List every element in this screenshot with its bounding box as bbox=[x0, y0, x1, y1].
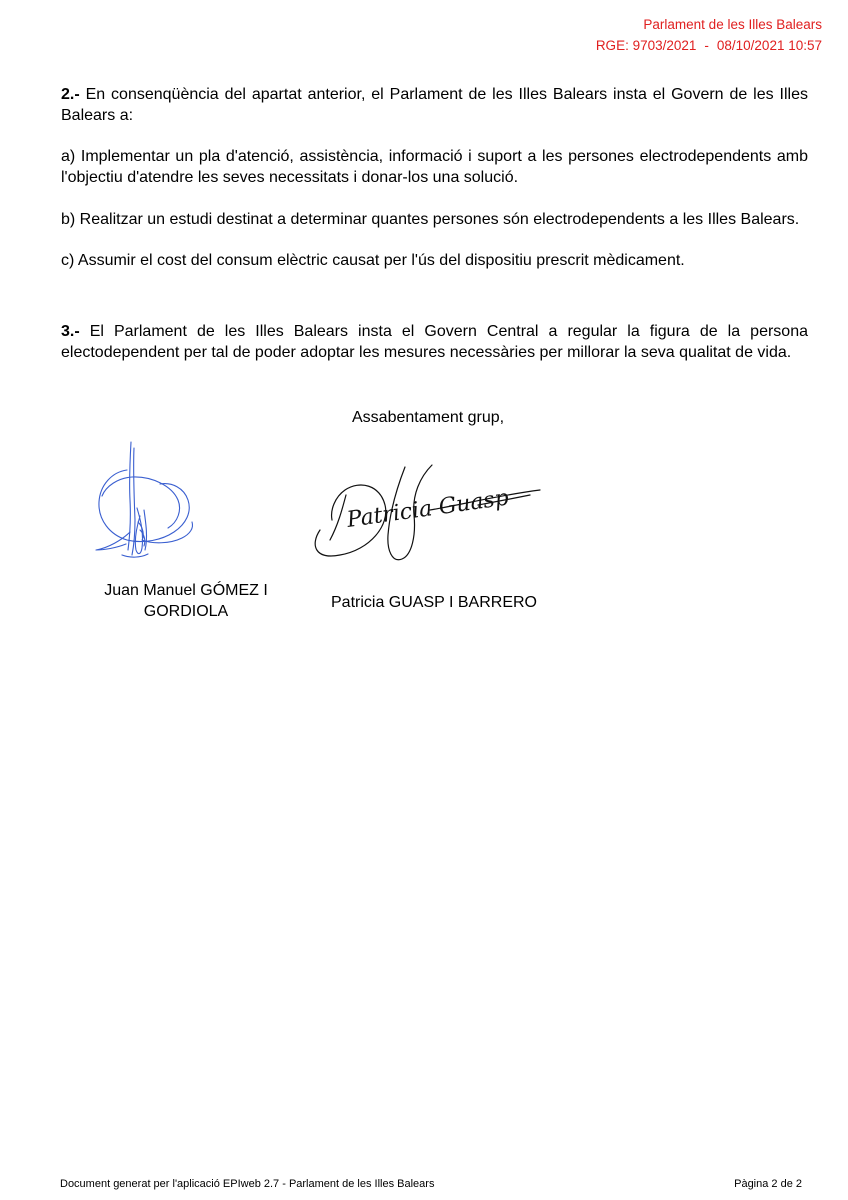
rge-number: RGE: 9703/2021 bbox=[595, 38, 697, 53]
parliament-name: Parlament de les Illes Balears bbox=[643, 17, 822, 32]
paragraph-2-text: En consenqüència del apartat anterior, el Parlament de les Illes Balears insta el Govern de les Illes Balears a: bbox=[61, 86, 808, 124]
signatory-1-name: Juan Manuel GÓMEZ I GORDIOLA bbox=[104, 582, 268, 620]
signature-1-image bbox=[82, 440, 212, 570]
paragraph-3-text: El Parlament de les Illes Balears insta el Govern Central a regular la figura de la persona electodependent per tal de poder adoptar les mesures necessàries per millorar la seva qualitat de vida. bbox=[61, 323, 808, 361]
registry-datetime: 08/10/2021 10:57 bbox=[716, 38, 822, 53]
paragraph-2-number: 2.- bbox=[61, 86, 80, 103]
item-b: b) Realitzar un estudi destinat a determinar quantes persones són electrodependents a les Illes Balears. bbox=[61, 211, 800, 228]
paragraph-2 bbox=[61, 84, 808, 126]
paragraph-3 bbox=[61, 321, 808, 363]
registry-stamp bbox=[596, 14, 822, 56]
signature-2-image bbox=[300, 455, 550, 570]
signatory-2-name: Patricia GUASP I BARRERO bbox=[331, 594, 537, 611]
item-a: a) Implementar un pla d'atenció, assistència, informació i suport a les persones electrodependents amb l'objectiu d'atendre les seves necessitats i donar-los una solució. bbox=[61, 148, 808, 186]
item-c: c) Assumir el cost del consum elèctric causat per l'ús del dispositiu prescrit mèdicament. bbox=[61, 252, 685, 269]
document-body bbox=[61, 84, 808, 363]
page-number: Pàgina 2 de 2 bbox=[734, 1178, 802, 1190]
stamp-separator: - bbox=[704, 38, 709, 53]
registry-entry bbox=[596, 35, 822, 56]
signature-2-script: Patricia Guasp bbox=[345, 485, 511, 533]
closing-line: Assabentament grup, bbox=[352, 409, 505, 426]
paragraph-3-number: 3.- bbox=[61, 323, 80, 340]
footer-generator: Document generat per l'aplicació EPIweb 2.7 - Parlament de les Illes Balears bbox=[60, 1178, 435, 1190]
